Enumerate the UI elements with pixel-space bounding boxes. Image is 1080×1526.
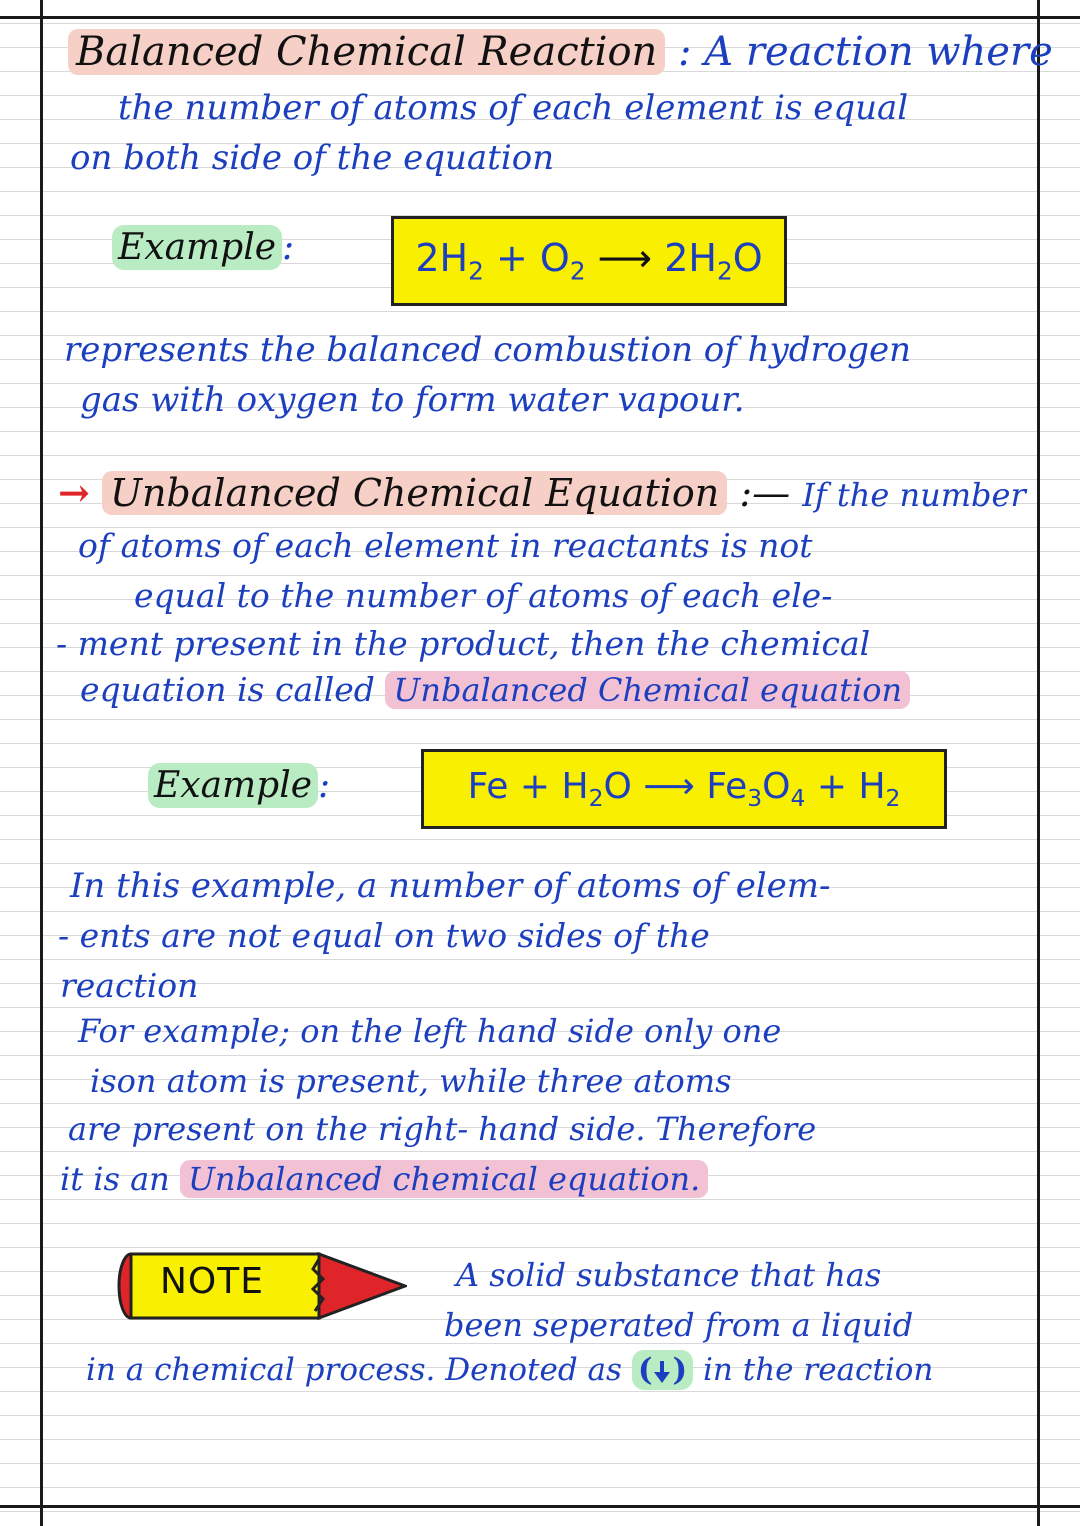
heading-separator: :	[678, 29, 692, 75]
top-border-line	[0, 16, 1080, 19]
paragraph-2-line-3: are present on the right- hand side. Therefore	[68, 1110, 817, 1148]
equation-1	[415, 236, 762, 286]
definition-2-line-5-row	[80, 670, 910, 710]
eq2-oxide-o: O	[762, 765, 791, 807]
heading-unbalanced-line	[58, 470, 1026, 517]
eq2-plus-1: +	[519, 765, 551, 807]
eq1-oxygen: O	[539, 236, 570, 281]
precipitate-symbol	[632, 1350, 693, 1390]
eq1-water-tail: O	[732, 236, 763, 281]
eq2-hydrogen: H	[858, 765, 886, 807]
down-arrow-icon	[652, 1359, 672, 1385]
definition-1-line-1: A reaction where	[704, 29, 1053, 75]
note-line-2: been seperated from a liquid	[444, 1306, 914, 1344]
paragraph-2-line-1: For example; on the left hand side only one	[78, 1012, 782, 1050]
left-margin-line	[40, 0, 43, 1526]
eq2-oxide-fe-sub: 3	[747, 784, 763, 813]
eq1-plus: +	[495, 236, 528, 281]
note-line-3-row	[86, 1352, 933, 1389]
equation-2-box	[421, 749, 947, 829]
definition-2-line-5: equation is called	[80, 670, 375, 709]
definition-2-line-1: If the number	[802, 476, 1026, 514]
definition-2-line-3: equal to the number of atoms of each ele-	[134, 576, 833, 615]
equation-1-box	[391, 216, 787, 306]
paragraph-1-line-2: - ents are not equal on two sides of the	[58, 916, 710, 955]
eq2-iron: Fe	[467, 765, 509, 807]
eq2-plus-2: +	[816, 765, 847, 807]
example-1-label: Example	[112, 225, 282, 270]
eq1-arrow-icon: ⟶	[597, 236, 653, 281]
definition-1-line-3: on both side of the equation	[70, 138, 555, 178]
note-label: NOTE	[160, 1261, 265, 1302]
eq1-hydrogen-sub: 2	[468, 256, 484, 286]
definition-2-line-4: - ment present in the product, then the chemical	[56, 624, 871, 663]
paragraph-2-line-4-row	[60, 1160, 708, 1198]
note-line-3-b: in the reaction	[703, 1352, 934, 1388]
description-1-line-1: represents the balanced combustion of hydrogen	[64, 330, 912, 370]
eq1-water-coef: 2H	[664, 236, 717, 281]
eq1-hydrogen-coef: 2H	[415, 236, 469, 281]
paragraph-2-line-4: it is an	[60, 1160, 170, 1198]
example-1-colon: :	[282, 227, 295, 268]
definition-1-line-2: the number of atoms of each element is equal	[118, 88, 909, 128]
eq2-water-sub: 2	[588, 784, 604, 813]
eq2-water-h: H	[561, 765, 589, 807]
heading-balanced-chemical-reaction: Balanced Chemical Reaction	[68, 29, 665, 75]
eq1-water-sub: 2	[716, 256, 733, 286]
bottom-border-line	[0, 1505, 1080, 1508]
paragraph-2-highlight: Unbalanced chemical equation.	[180, 1160, 708, 1198]
eq1-oxygen-sub: 2	[569, 256, 586, 286]
heading-unbalanced-chemical-equation: Unbalanced Chemical Equation	[102, 471, 727, 515]
eq2-oxide-fe: Fe	[706, 765, 748, 807]
paragraph-2-line-2: ison atom is present, while three atoms	[90, 1062, 732, 1100]
note-line-1: A solid substance that has	[456, 1256, 882, 1294]
equation-2	[468, 766, 901, 812]
eq2-hydrogen-sub: 2	[885, 784, 901, 813]
paragraph-1-line-3: reaction	[60, 966, 199, 1005]
eq2-water-o: O	[603, 765, 632, 807]
example-1-label-line	[112, 226, 294, 269]
heading-2-separator: :—	[739, 471, 791, 515]
example-2-label-line	[148, 764, 330, 807]
right-margin-line	[1037, 0, 1040, 1526]
precipitate-open-paren: (	[637, 1352, 653, 1388]
definition-2-highlight: Unbalanced Chemical equation	[385, 671, 910, 709]
eq2-oxide-o-sub: 4	[790, 784, 806, 813]
example-2-label: Example	[148, 763, 318, 808]
heading-balanced-reaction-line	[68, 28, 1053, 76]
precipitate-close-paren: )	[672, 1352, 688, 1388]
description-1-line-2: gas with oxygen to form water vapour.	[80, 380, 745, 420]
eq2-arrow-icon: ⟶	[643, 765, 695, 807]
example-2-colon: :	[318, 765, 331, 806]
note-line-3-a: in a chemical process. Denoted as	[86, 1352, 622, 1388]
definition-2-line-2: of atoms of each element in reactants is not	[78, 526, 813, 565]
red-arrow-icon: →	[58, 470, 90, 515]
paragraph-1-line-1: In this example, a number of atoms of elem-	[70, 866, 831, 906]
